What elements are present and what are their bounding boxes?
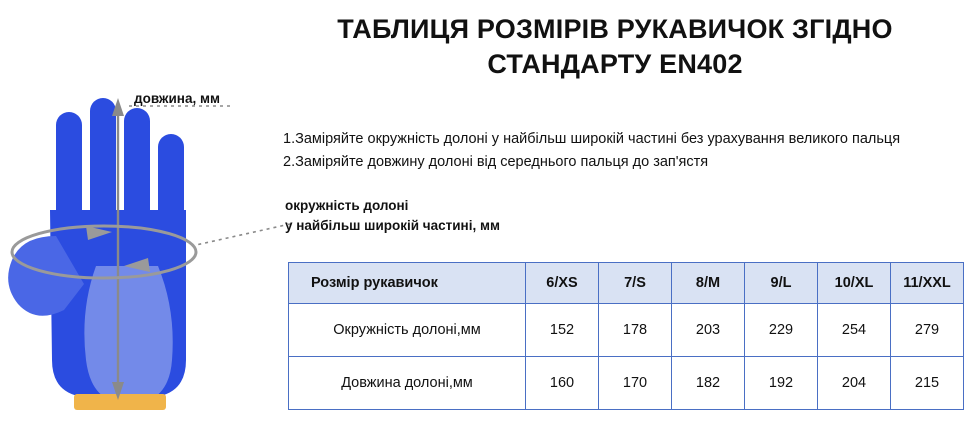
row-label-length: Довжина долоні,мм xyxy=(289,357,526,410)
table-header-6xs: 6/XS xyxy=(526,263,599,304)
circumference-label-line2: у найбільш широкій частині, мм xyxy=(285,217,500,233)
table-header-9l: 9/L xyxy=(745,263,818,304)
cell-length-7s: 170 xyxy=(599,357,672,410)
cell-circumference-11xxl: 279 xyxy=(891,304,964,357)
circumference-label xyxy=(285,196,500,235)
table-header-10xl: 10/XL xyxy=(818,263,891,304)
table-header-size: Розмір рукавичок xyxy=(289,263,526,304)
page-title: ТАБЛИЦЯ РОЗМІРІВ РУКАВИЧОК ЗГІДНО СТАНДАРТУ EN402 xyxy=(337,14,893,79)
cell-length-9l: 192 xyxy=(745,357,818,410)
glove-illustration xyxy=(0,60,290,436)
cell-length-8m: 182 xyxy=(672,357,745,410)
glove-shape xyxy=(8,98,186,410)
circumference-leader-line xyxy=(196,224,290,245)
table-header-row xyxy=(289,263,964,304)
table-row xyxy=(289,357,964,410)
table-header-11xxl: 11/XXL xyxy=(891,263,964,304)
size-table xyxy=(288,262,964,410)
table-header-7s: 7/S xyxy=(599,263,672,304)
instruction-line-1: 1.Заміряйте окружність долоні у найбільш широкій частині без урахування великого пальця xyxy=(283,131,901,147)
cell-circumference-7s: 178 xyxy=(599,304,672,357)
cell-length-11xxl: 215 xyxy=(891,357,964,410)
instruction-line-2: 2.Заміряйте довжину долоні від середнього пальця до зап'ястя xyxy=(283,154,709,171)
cell-circumference-6xs: 152 xyxy=(526,304,599,357)
table-row xyxy=(289,304,964,357)
cell-circumference-10xl: 254 xyxy=(818,304,891,357)
cell-length-6xs: 160 xyxy=(526,357,599,410)
cell-circumference-8m: 203 xyxy=(672,304,745,357)
instructions-block xyxy=(283,128,953,175)
row-label-circumference: Окружність долоні,мм xyxy=(289,304,526,357)
circumference-label-line1: окружність долоні xyxy=(285,198,409,213)
length-label: довжина, мм xyxy=(134,91,220,106)
table-header-8m: 8/M xyxy=(672,263,745,304)
cell-length-10xl: 204 xyxy=(818,357,891,410)
cell-circumference-9l: 229 xyxy=(745,304,818,357)
